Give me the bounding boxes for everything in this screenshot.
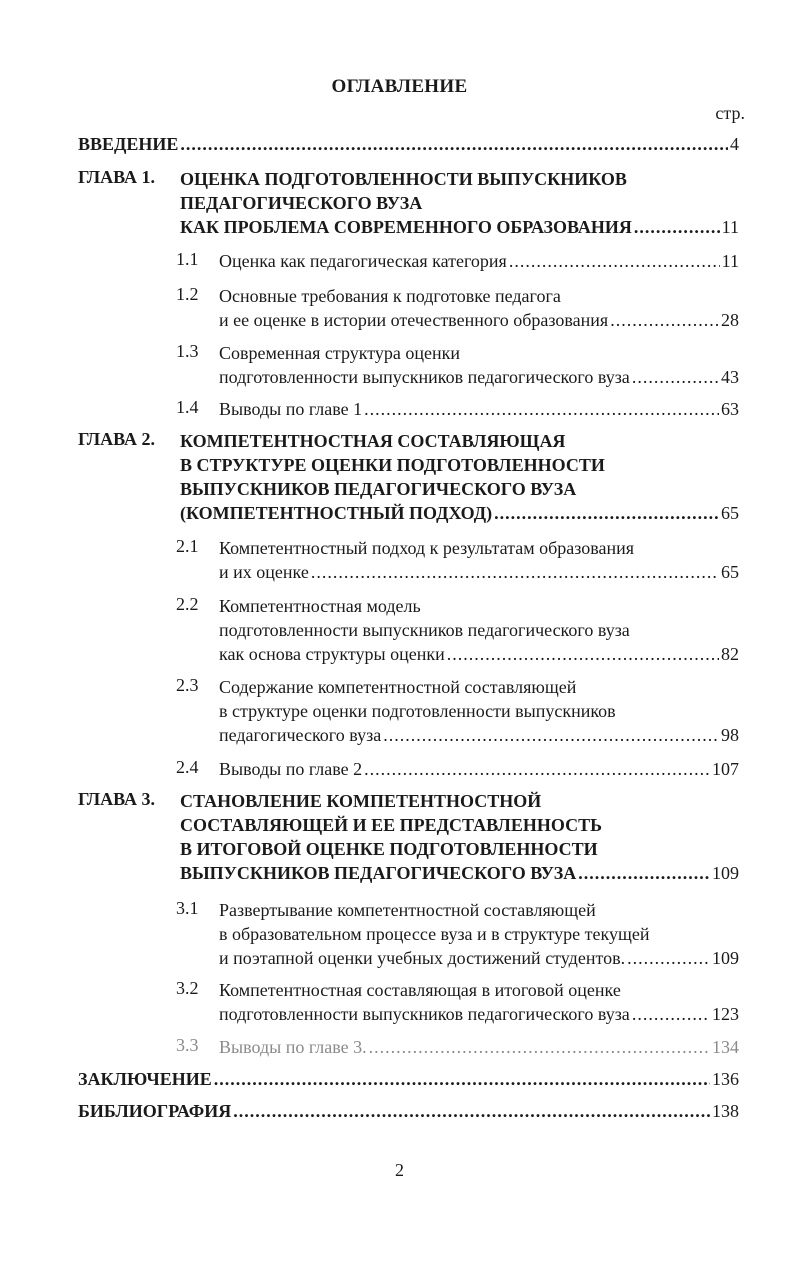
entry-page: 4 (730, 134, 739, 154)
chapter-1-label: ГЛАВА 1. (78, 167, 156, 187)
section-number: 2.3 (176, 675, 199, 695)
section-number: 2.2 (176, 594, 199, 614)
leader-dots (509, 249, 720, 273)
leader-dots (578, 861, 710, 885)
section-number: 1.4 (176, 397, 199, 417)
chapter-3-title: СТАНОВЛЕНИЕ КОМПЕТЕНТНОСТНОЙ СОСТАВЛЯЮЩЕЙ И ЕЕ ПРЕДСТАВЛЕННОСТЬ В ИТОГОВОЙ ОЦЕНКЕ ПОДГОТОВЛЕННОСТИ ВЫПУСКНИКОВ ПЕДАГОГИЧЕСКОГО ВУЗА ..... 109 (180, 789, 739, 885)
leader-dots (364, 757, 710, 781)
toc-entry-conclusion: ЗАКЛЮЧЕНИЕ ..... 136 (78, 1067, 739, 1091)
leader-dots (364, 397, 719, 421)
page-title: ОГЛАВЛЕНИЕ (331, 76, 468, 97)
toc-entry-2-3: Содержание компетентностной составляющей в структуре оценки подготовленности выпускников педагогического вуза ..... 98 (219, 675, 739, 747)
section-number: 1.2 (176, 284, 199, 304)
leader-dots (311, 560, 719, 584)
leader-dots (383, 723, 719, 747)
chapter-1-title: ОЦЕНКА ПОДГОТОВЛЕННОСТИ ВЫПУСКНИКОВ ПЕДАГОГИЧЕСКОГО ВУЗА КАК ПРОБЛЕМА СОВРЕМЕННОГО ОБРАЗОВАНИЯ ..... 11 (180, 167, 739, 239)
toc-entry-1-4: Выводы по главе 1 ..... 63 (219, 397, 739, 421)
toc-entry-3-3: Выводы по главе 3. ..... 134 (219, 1035, 739, 1059)
leader-dots (447, 642, 719, 666)
section-number: 1.1 (176, 249, 199, 269)
section-number: 2.4 (176, 757, 199, 777)
entry-page: 65 (721, 503, 739, 523)
entry-title: ВВЕДЕНИЕ (78, 134, 179, 154)
section-number: 3.2 (176, 978, 199, 998)
toc-entry-2-2: Компетентностная модель подготовленности выпускников педагогического вуза как основа структуры оценки ..... 82 (219, 594, 739, 666)
toc-entry-1-3: Современная структура оценки подготовленности выпускников педагогического вуза ..... 43 (219, 341, 739, 389)
leader-dots (627, 946, 710, 970)
toc-entry-2-1: Компетентностный подход к результатам образования и их оценке ..... 65 (219, 536, 739, 584)
toc-entry-bibliography: БИБЛИОГРАФИЯ ..... 138 (78, 1099, 739, 1123)
pages-column-label: стр. (715, 103, 745, 123)
leader-dots (610, 308, 719, 332)
entry-page: 109 (712, 863, 739, 883)
toc-entry-1-1: Оценка как педагогическая категория ..... 11 (219, 249, 739, 273)
leader-dots (494, 501, 719, 525)
leader-dots (214, 1067, 710, 1091)
toc-entry-3-2: Компетентностная составляющая в итоговой оценке подготовленности выпускников педагогического вуза ..... 123 (219, 978, 739, 1026)
toc-entry-intro (78, 132, 739, 156)
entry-page: 11 (721, 217, 739, 237)
leader-dots (369, 1035, 710, 1059)
toc-entry-1-2: Основные требования к подготовке педагога и ее оценке в истории отечественного образования ..... 28 (219, 284, 739, 332)
page-number: 2 (395, 1160, 404, 1180)
toc-entry-2-4: Выводы по главе 2 ..... 107 (219, 757, 739, 781)
section-number: 2.1 (176, 536, 199, 556)
chapter-3-label: ГЛАВА 3. (78, 789, 156, 809)
toc-entry-3-1: Развертывание компетентностной составляющей в образовательном процессе вуза и в структуре текущей и поэтапной оценки учебных достижений студентов. ..... 109 (219, 898, 739, 970)
leader-dots (632, 1002, 710, 1026)
section-number: 3.3 (176, 1035, 199, 1055)
section-number: 1.3 (176, 341, 199, 361)
leader-dots (180, 132, 728, 156)
section-number: 3.1 (176, 898, 199, 918)
leader-dots (634, 215, 720, 239)
chapter-2-label: ГЛАВА 2. (78, 429, 156, 449)
chapter-2-title: КОМПЕТЕНТНОСТНАЯ СОСТАВЛЯЮЩАЯ В СТРУКТУРЕ ОЦЕНКИ ПОДГОТОВЛЕННОСТИ ВЫПУСКНИКОВ ПЕДАГОГИЧЕСКОГО ВУЗА (КОМПЕТЕНТНОСТНЫЙ ПОДХОД) ..... 65 (180, 429, 739, 525)
leader-dots (233, 1099, 710, 1123)
leader-dots (632, 365, 719, 389)
